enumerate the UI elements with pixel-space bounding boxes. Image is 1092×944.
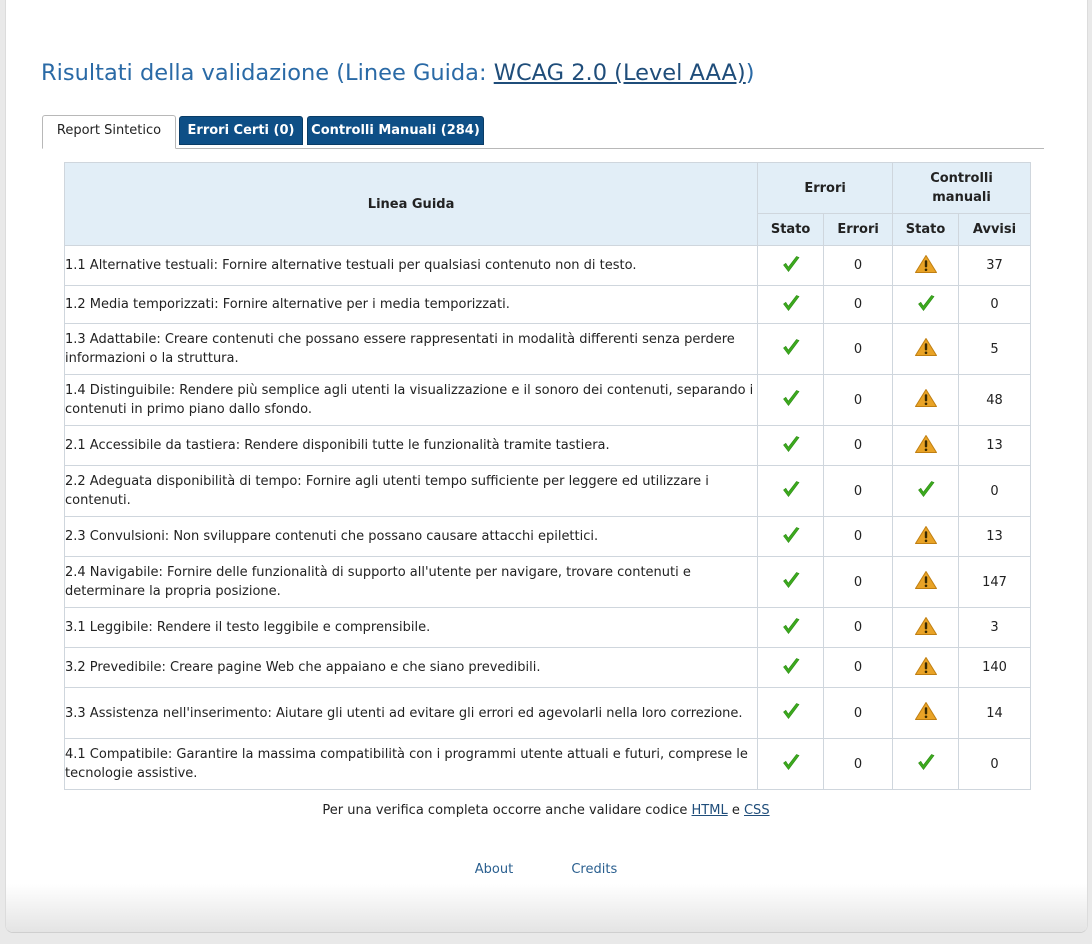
warning-icon — [914, 656, 938, 680]
warning-count-cell: 13 — [959, 517, 1031, 557]
warning-icon — [914, 337, 938, 361]
checkmark-icon — [916, 752, 936, 776]
warning-count-cell: 0 — [959, 739, 1031, 790]
manual-status-cell — [893, 688, 959, 739]
warning-count-cell: 13 — [959, 426, 1031, 466]
error-count-cell: 0 — [824, 739, 893, 790]
column-header-manual-status: Stato — [893, 214, 959, 246]
about-link[interactable]: About — [474, 862, 514, 877]
table-row — [65, 324, 1031, 375]
table-row — [65, 466, 1031, 517]
warning-count-cell: 5 — [959, 324, 1031, 375]
checkmark-icon — [781, 752, 801, 776]
guideline-text: 4.1 Compatibile: Garantire la massima compatibilità con i programmi utente attuali e futuri, comprese le tecnologie assistive. — [65, 739, 758, 790]
table-row — [65, 246, 1031, 286]
checkmark-icon — [781, 656, 801, 680]
manual-status-cell — [893, 426, 959, 466]
error-status-cell — [758, 648, 824, 688]
warning-count-cell: 0 — [959, 466, 1031, 517]
guideline-text: 1.2 Media temporizzati: Fornire alternative per i media temporizzati. — [65, 286, 758, 324]
guideline-text: 3.1 Leggibile: Rendere il testo leggibile e comprensibile. — [65, 608, 758, 648]
checkmark-icon — [781, 388, 801, 412]
table-row — [65, 426, 1031, 466]
error-status-cell — [758, 688, 824, 739]
checkmark-icon — [781, 254, 801, 278]
wcag-guidelines-link[interactable]: WCAG 2.0 (Level AAA) — [493, 60, 746, 86]
warning-icon — [914, 616, 938, 640]
warning-icon — [914, 254, 938, 278]
checkmark-icon — [781, 337, 801, 361]
page-title — [41, 60, 755, 86]
error-count-cell: 0 — [824, 324, 893, 375]
error-status-cell — [758, 324, 824, 375]
error-status-cell — [758, 375, 824, 426]
tab-report-sintetico[interactable]: Report Sintetico — [42, 115, 176, 149]
warning-count-cell: 37 — [959, 246, 1031, 286]
error-status-cell — [758, 286, 824, 324]
page-title-suffix: ) — [745, 60, 755, 86]
note-text-middle: e — [727, 803, 744, 818]
column-header-error-status: Stato — [758, 214, 824, 246]
warning-icon — [914, 388, 938, 412]
tab-controlli-manuali[interactable]: Controlli Manuali (284) — [307, 116, 484, 145]
column-header-guideline: Linea Guida — [65, 163, 758, 246]
error-status-cell — [758, 426, 824, 466]
warning-icon — [914, 570, 938, 594]
guideline-text: 3.3 Assistenza nell'inserimento: Aiutare gli utenti ad evitare gli errori ed agevolarli nella loro correzione. — [65, 688, 758, 739]
table-row — [65, 739, 1031, 790]
error-count-cell: 0 — [824, 648, 893, 688]
error-status-cell — [758, 466, 824, 517]
manual-status-cell — [893, 608, 959, 648]
table-row — [65, 688, 1031, 739]
manual-status-cell — [893, 286, 959, 324]
table-row — [65, 608, 1031, 648]
error-status-cell — [758, 517, 824, 557]
table-row — [65, 557, 1031, 608]
warning-icon — [914, 701, 938, 725]
checkmark-icon — [781, 616, 801, 640]
tab-errori-certi[interactable]: Errori Certi (0) — [179, 116, 303, 145]
warning-icon — [914, 525, 938, 549]
validation-note — [0, 803, 1092, 818]
group-header-manual-checks — [893, 163, 1031, 214]
column-header-warnings: Avvisi — [959, 214, 1031, 246]
error-status-cell — [758, 557, 824, 608]
warning-icon — [914, 434, 938, 458]
guideline-text: 2.3 Convulsioni: Non sviluppare contenuti che possano causare attacchi epilettici. — [65, 517, 758, 557]
guideline-text: 1.3 Adattabile: Creare contenuti che possano essere rappresentati in modalità differenti senza perdere informazioni o la struttura. — [65, 324, 758, 375]
group-header-errors: Errori — [758, 163, 893, 214]
html-validation-link[interactable]: HTML — [691, 803, 728, 818]
manual-status-cell — [893, 739, 959, 790]
error-count-cell: 0 — [824, 688, 893, 739]
report-table-body — [65, 246, 1031, 790]
manual-status-cell — [893, 557, 959, 608]
warning-count-cell: 0 — [959, 286, 1031, 324]
table-row — [65, 375, 1031, 426]
manual-status-cell — [893, 375, 959, 426]
column-header-error-count: Errori — [824, 214, 893, 246]
manual-status-cell — [893, 648, 959, 688]
error-status-cell — [758, 246, 824, 286]
error-count-cell: 0 — [824, 375, 893, 426]
page-title-prefix: Risultati della validazione (Linee Guida: — [41, 60, 494, 86]
checkmark-icon — [781, 293, 801, 317]
group-header-manual-line1: Controlli — [930, 171, 993, 186]
checkmark-icon — [781, 525, 801, 549]
warning-count-cell: 147 — [959, 557, 1031, 608]
error-count-cell: 0 — [824, 557, 893, 608]
error-count-cell: 0 — [824, 466, 893, 517]
validation-report-table — [64, 162, 1031, 790]
checkmark-icon — [781, 434, 801, 458]
manual-status-cell — [893, 246, 959, 286]
guideline-text: 2.2 Adeguata disponibilità di tempo: Fornire agli utenti tempo sufficiente per leggere ed utilizzare i contenuti. — [65, 466, 758, 517]
error-count-cell: 0 — [824, 246, 893, 286]
manual-status-cell — [893, 324, 959, 375]
guideline-text: 3.2 Prevedibile: Creare pagine Web che appaiano e che siano prevedibili. — [65, 648, 758, 688]
page-bottom-fade — [6, 884, 1087, 932]
checkmark-icon — [781, 570, 801, 594]
table-row — [65, 286, 1031, 324]
checkmark-icon — [781, 479, 801, 503]
table-row — [65, 517, 1031, 557]
guideline-text: 1.4 Distinguibile: Rendere più semplice agli utenti la visualizzazione e il sonoro dei contenuti, separando i contenuti in primo piano dallo sfondo. — [65, 375, 758, 426]
error-count-cell: 0 — [824, 286, 893, 324]
error-count-cell: 0 — [824, 608, 893, 648]
manual-status-cell — [893, 517, 959, 557]
note-text-before: Per una verifica completa occorre anche validare codice — [322, 803, 692, 818]
warning-count-cell: 14 — [959, 688, 1031, 739]
guideline-text: 2.1 Accessibile da tastiera: Rendere disponibili tutte le funzionalità tramite tastiera. — [65, 426, 758, 466]
css-validation-link[interactable]: CSS — [743, 803, 770, 818]
guideline-text: 1.1 Alternative testuali: Fornire alternative testuali per qualsiasi contenuto non di testo. — [65, 246, 758, 286]
error-status-cell — [758, 739, 824, 790]
error-status-cell — [758, 608, 824, 648]
table-row — [65, 648, 1031, 688]
footer-links — [0, 862, 1092, 877]
credits-link[interactable]: Credits — [571, 862, 618, 877]
error-count-cell: 0 — [824, 426, 893, 466]
checkmark-icon — [781, 701, 801, 725]
group-header-manual-line2: manuali — [932, 190, 991, 205]
checkmark-icon — [916, 293, 936, 317]
manual-status-cell — [893, 466, 959, 517]
warning-count-cell: 140 — [959, 648, 1031, 688]
guideline-text: 2.4 Navigabile: Fornire delle funzionalità di supporto all'utente per navigare, trovare contenuti e determinare la propria posizione. — [65, 557, 758, 608]
tab-bar — [42, 115, 1044, 149]
error-count-cell: 0 — [824, 517, 893, 557]
checkmark-icon — [916, 479, 936, 503]
warning-count-cell: 48 — [959, 375, 1031, 426]
warning-count-cell: 3 — [959, 608, 1031, 648]
